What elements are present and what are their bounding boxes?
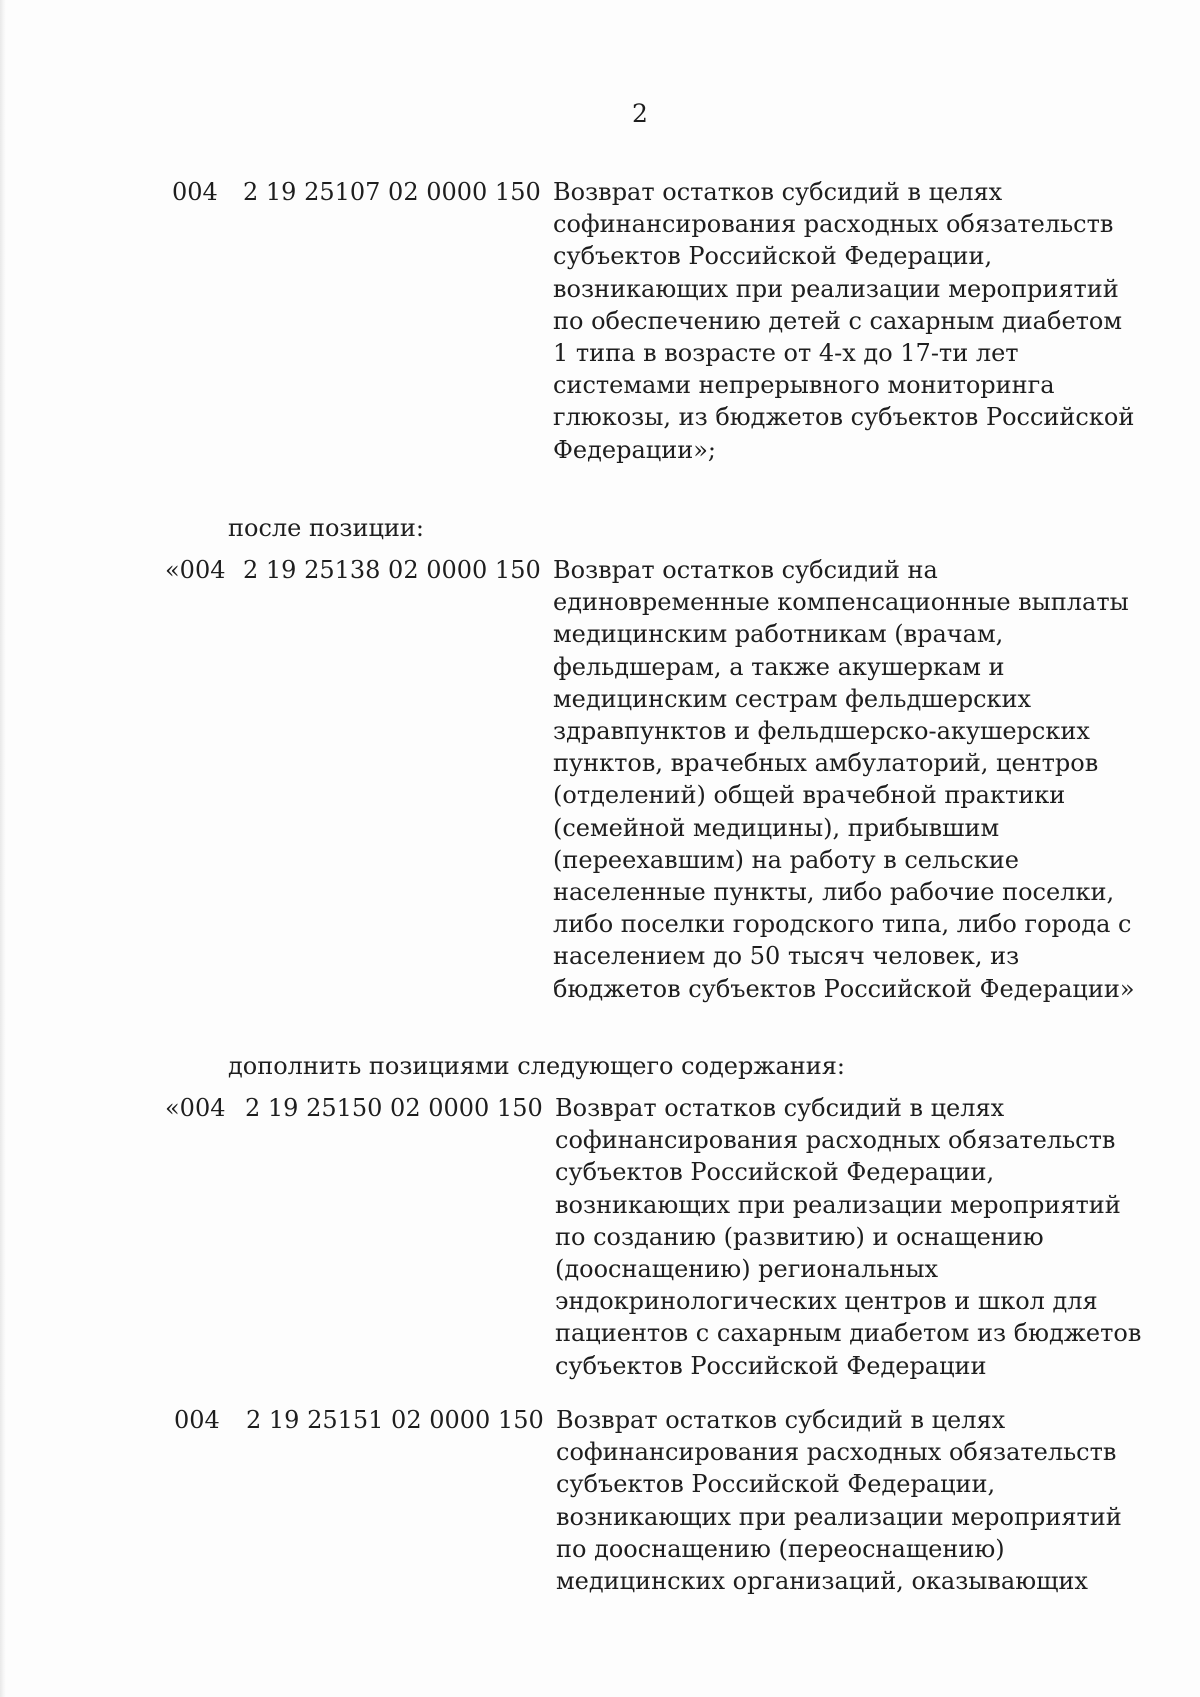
note-after-position: после позиции: [228,514,425,542]
description-line: софинансирования расходных обязательств [553,210,1114,239]
description-line: либо поселки городского типа, либо города с [553,910,1132,939]
code-prefix: «004 [165,556,226,584]
description-line: системами непрерывного мониторинга [553,371,1055,400]
description-line: фельдшерам, а также акушеркам и [553,652,1005,681]
code-prefix: 004 [174,1406,220,1434]
description-line: возникающих при реализации мероприятий [556,1502,1122,1531]
description-line: (семейной медицины), прибывшим [553,813,1000,842]
description-line: здравпунктов и фельдшерско-акушерских [553,717,1090,746]
code-description [555,1092,1142,1382]
description-line: по созданию (развитию) и оснащению [555,1222,1044,1251]
description-line: бюджетов субъектов Российской Федерации» [553,974,1135,1003]
budget-classification-code: 2 19 25107 02 0000 150 [243,178,541,206]
description-line: пунктов, врачебных амбулаторий, центров [553,749,1099,778]
description-line: возникающих при реализации мероприятий [555,1190,1121,1219]
budget-classification-code: 2 19 25151 02 0000 150 [246,1406,544,1434]
description-line: глюкозы, из бюджетов субъектов Российской [553,403,1135,432]
code-description [553,176,1135,466]
description-line: медицинским сестрам фельдшерских [553,684,1032,713]
description-line: субъектов Российской Федерации, [553,242,993,271]
description-line: (переехавшим) на работу в сельские [553,845,1019,874]
description-line: медицинских организаций, оказывающих [556,1567,1088,1596]
description-line: Возврат остатков субсидий в целях [553,178,1003,206]
description-line: субъектов Российской Федерации [555,1351,987,1380]
description-line: Федерации»; [553,435,716,464]
description-line: 1 типа в возрасте от 4-х до 17-ти лет [553,339,1019,368]
description-line: софинансирования расходных обязательств [556,1438,1117,1467]
page-number: 2 [632,99,648,128]
description-line: софинансирования расходных обязательств [555,1126,1116,1155]
description-line: (отделений) общей врачебной практики [553,781,1066,810]
description-line: единовременные компенсационные выплаты [553,588,1129,617]
description-line: эндокринологических центров и школ для [555,1287,1098,1316]
description-line: Возврат остатков субсидий в целях [556,1406,1006,1434]
budget-classification-code: 2 19 25138 02 0000 150 [243,556,541,584]
code-description [553,554,1135,1005]
description-line: по обеспечению детей с сахарным диабетом [553,306,1123,335]
code-prefix: 004 [172,178,218,206]
code-description [556,1404,1126,1597]
description-line: (дооснащению) региональных [555,1255,939,1284]
description-line: медицинским работникам (врачам, [553,620,1004,649]
description-line: по дооснащению (переоснащению) [556,1534,1005,1563]
description-line: населением до 50 тысяч человек, из [553,942,1020,971]
note-supplement: дополнить позициями следующего содержания: [228,1052,845,1080]
description-line: возникающих при реализации мероприятий [553,274,1119,303]
description-line: Возврат остатков субсидий на [553,556,938,584]
code-prefix: «004 [165,1094,226,1122]
description-line: субъектов Российской Федерации, [556,1470,996,1499]
budget-classification-code: 2 19 25150 02 0000 150 [245,1094,543,1122]
description-line: субъектов Российской Федерации, [555,1158,995,1187]
description-line: пациентов с сахарным диабетом из бюджетов [555,1319,1142,1348]
description-line: населенные пункты, либо рабочие поселки, [553,878,1115,907]
scan-edge-artifact [0,0,6,1697]
description-line: Возврат остатков субсидий в целях [555,1094,1005,1122]
